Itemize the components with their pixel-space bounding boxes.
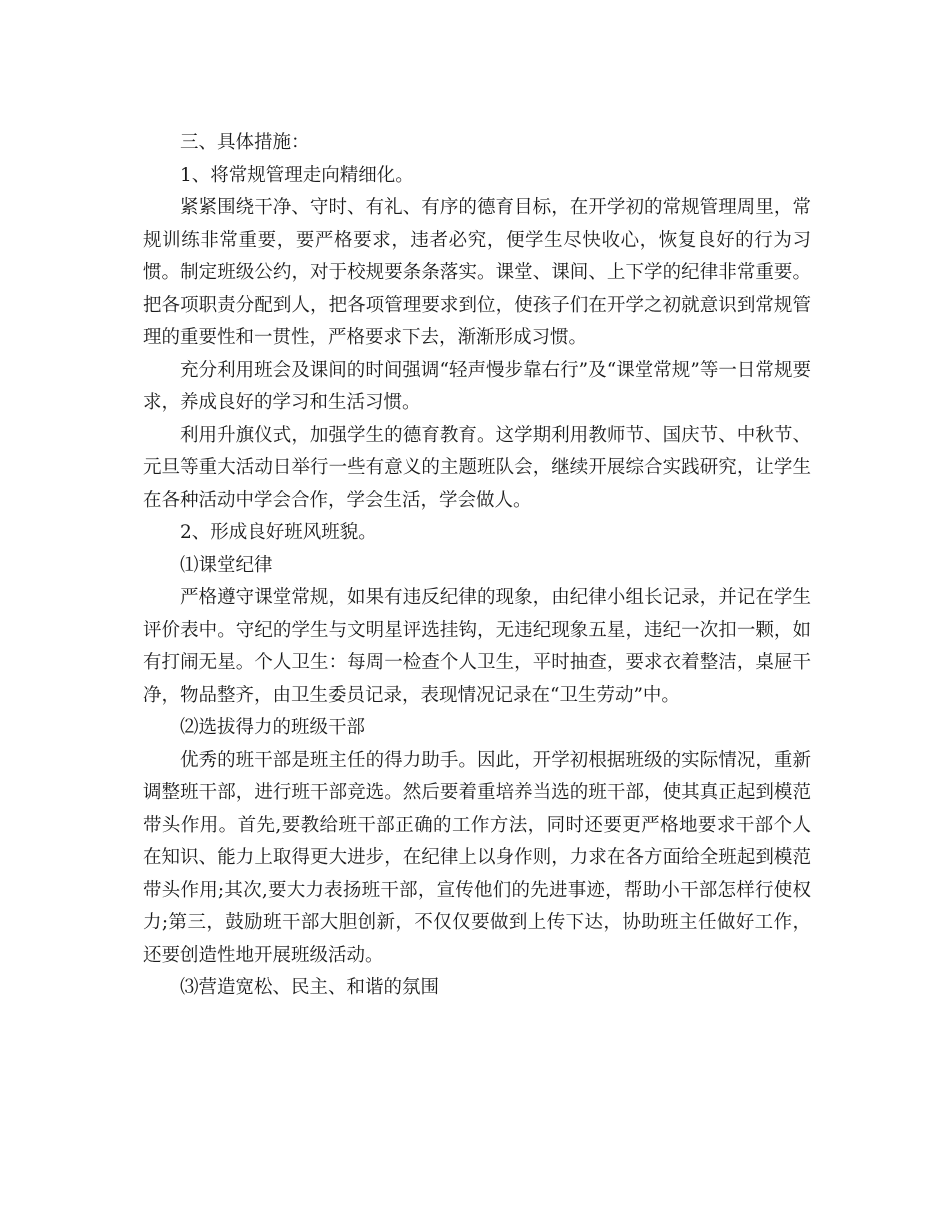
- subheading-atmosphere: ⑶营造宽松、民主、和谐的氛围: [180, 977, 440, 998]
- subheading-class-style: 2、形成良好班风班貌。: [180, 522, 377, 543]
- paragraph-class-leaders: 优秀的班干部是班主任的得力助手。因此，开学初根据班级的实际情况，重新调整班干部，进行班干部竞选。然后要着重培养当选的班干部，使其真正起到模范带头作用。首先,要教给班干部正确的工作方法，同时还要更严格地要求干部个人在知识、能力上取得更大进步，在纪律上以身作则，力求在各方面给全班起到模范带头作用;其次,要大力表扬班干部，宣传他们的先进事迹，帮助小干部怎样行使权力;第三，鼓励班干部大胆创新，不仅仅要做到上传下达，协助班主任做好工作，还要创造性地开展班级活动。: [143, 749, 811, 966]
- section-heading-measures: 三、具体措施：: [180, 132, 310, 153]
- subheading-class-leaders: ⑵选拔得力的班级干部: [180, 717, 366, 738]
- subheading-classroom-discipline: ⑴课堂纪律: [180, 554, 273, 576]
- paragraph-moral-goals: 紧紧围绕干净、守时、有礼、有序的德育目标，在开学初的常规管理周里，常规训练非常重要，要严格要求，违者必究，便学生尽快收心，恢复良好的行为习惯。制定班级公约，对于校规要条条落实。课堂、课间、上下学的纪律非常重要。把各项职责分配到人，把各项管理要求到位，使孩子们在开学之初就意识到常规管理的重要性和一贯性，严格要求下去，渐渐形成习惯。: [143, 197, 811, 348]
- paragraph-class-meeting: 充分利用班会及课间的时间强调“轻声慢步靠右行”及“课堂常规”等一日常规要求，养成良好的学习和生活习惯。: [143, 359, 811, 413]
- paragraph-discipline-rules: 严格遵守课堂常规，如果有违反纪律的现象，由纪律小组长记录，并记在学生评价表中。守纪的学生与文明星评选挂钩，无违纪现象五星，违纪一次扣一颗，如有打闹无星。个人卫生：每周一检查个人卫生，平时抽查，要求衣着整洁，桌屉干净，物品整齐，由卫生委员记录，表现情况记录在“卫生劳动”中。: [143, 587, 811, 706]
- paragraph-flag-ceremony: 利用升旗仪式，加强学生的德育教育。这学期利用教师节、国庆节、中秋节、元旦等重大活动日举行一些有意义的主题班队会，继续开展综合实践研究，让学生在各种活动中学会合作，学会生活，学会做人。: [143, 424, 811, 511]
- subheading-routine-management: 1、将常规管理走向精细化。: [180, 164, 414, 186]
- document-body: [143, 127, 811, 1005]
